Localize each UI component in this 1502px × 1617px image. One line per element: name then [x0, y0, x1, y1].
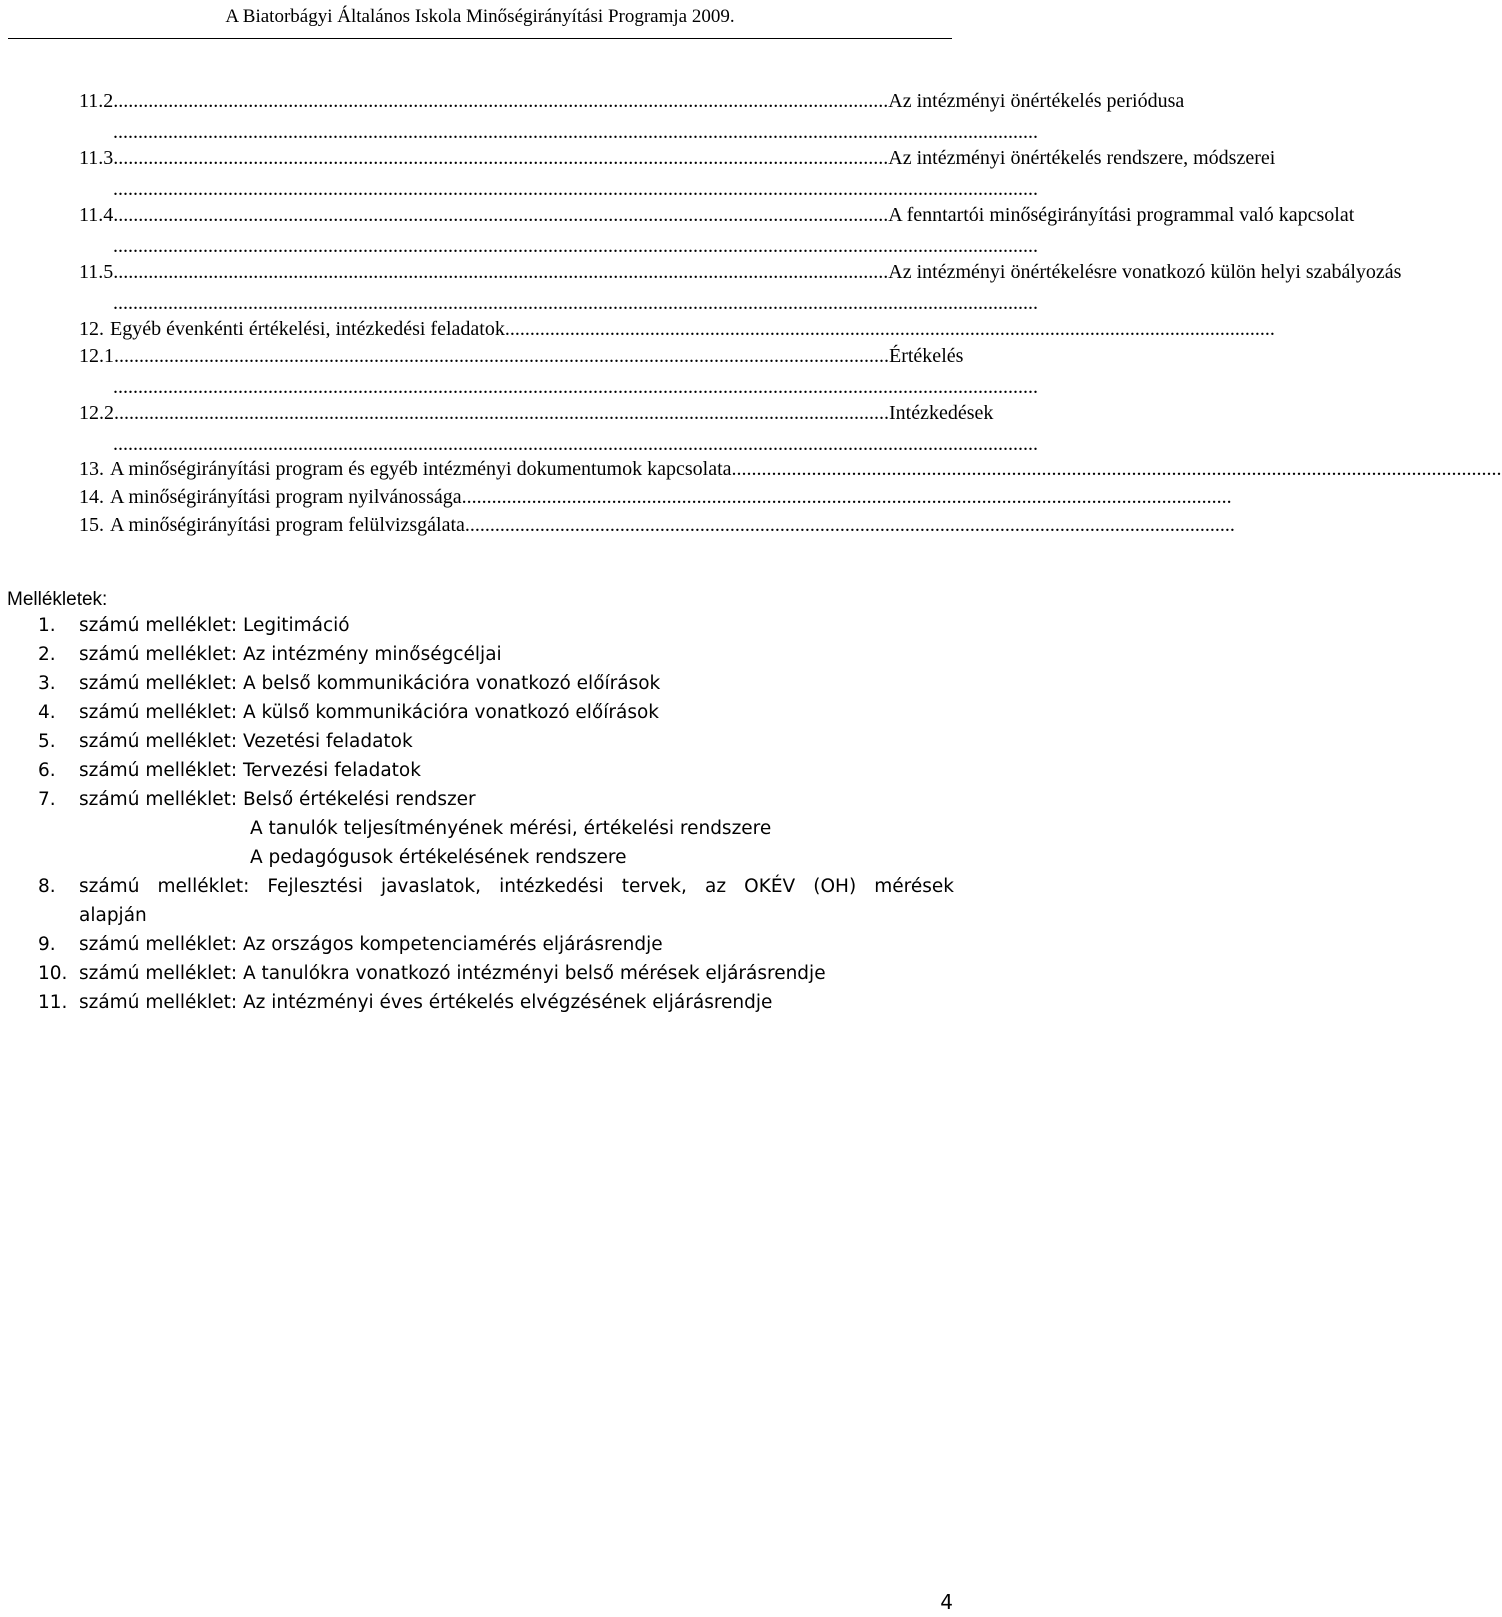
attachment-number: 7.	[38, 789, 56, 810]
toc-entry	[79, 343, 964, 369]
toc-entry	[79, 512, 1235, 538]
attachments-heading: Mellékletek:	[7, 589, 108, 610]
attachment-text: számú melléklet: Az intézményi éves értékelés elvégzésének eljárásrendje	[79, 992, 773, 1013]
leader-dots: ..........................................................................................................................................................	[731, 458, 1502, 480]
toc-title: A minőségirányítási program és egyéb intézményi dokumentumok kapcsolata	[110, 458, 732, 480]
toc-title: A minőségirányítási program nyilvánossága	[110, 486, 462, 508]
attachment-number: 8.	[38, 876, 56, 897]
toc-number: 11.2.	[79, 90, 119, 112]
leader-dots: .........................................................................................................................................................................................	[113, 121, 1038, 143]
toc-number: 11.3.	[79, 147, 119, 169]
toc-title: Az intézményi önértékelés periódusa	[888, 90, 1185, 112]
leader-dots: .........................................................................................................................................................................................	[113, 178, 1038, 200]
attachment-text: számú melléklet: A belső kommunikációra vonatkozó előírások	[79, 673, 661, 694]
leader-dots: .........................................................................................................................................................................................	[113, 433, 1038, 455]
toc-title: A fenntartói minőségirányítási programmal való kapcsolat	[888, 204, 1355, 226]
toc-number: 12.1.	[79, 345, 119, 367]
leader-dots: ..........................................................................................................................................................	[464, 514, 1235, 536]
toc-number: 11.4.	[79, 204, 119, 226]
header-rule	[8, 38, 952, 39]
attachment-text: számú melléklet: Belső értékelési rendszer	[79, 789, 476, 810]
toc-title: Értékelés	[889, 345, 964, 367]
leader-dots: .........................................................................................................................................................................................	[113, 235, 1038, 257]
attachment-number: 6.	[38, 760, 56, 781]
attachment-number: 10.	[38, 963, 68, 984]
attachment-text: számú melléklet: Az országos kompetenciamérés eljárásrendje	[79, 934, 663, 955]
attachment-number: 9.	[38, 934, 56, 955]
attachment-number: 11.	[38, 992, 68, 1013]
toc-number: 13.	[79, 458, 104, 480]
attachment-number: 1.	[38, 615, 56, 636]
leader-dots: .........................................................................................................................................................................................	[113, 376, 1038, 398]
leader-dots: ..........................................................................................................................................................	[504, 318, 1275, 340]
toc-number: 15.	[79, 514, 104, 536]
toc-entry	[79, 88, 1185, 114]
leader-dots: ..........................................................................................................................................................	[118, 147, 889, 169]
attachment-subitem: A pedagógusok értékelésének rendszere	[250, 847, 627, 868]
attachment-number: 2.	[38, 644, 56, 665]
toc-title: Az intézményi önértékelésre vonatkozó külön helyi szabályozás	[888, 261, 1402, 283]
leader-dots: ..........................................................................................................................................................	[118, 261, 889, 283]
attachment-text: számú melléklet: Fejlesztési javaslatok, intézkedési tervek, az OKÉV (OH) mérések	[79, 876, 954, 897]
attachment-subitem: A tanulók teljesítményének mérési, értékelési rendszere	[250, 818, 772, 839]
leader-dots: ..........................................................................................................................................................	[118, 90, 889, 112]
attachment-text: számú melléklet: Legitimáció	[79, 615, 350, 636]
attachment-text: számú melléklet: Tervezési feladatok	[79, 760, 421, 781]
page-number: 4	[940, 1590, 953, 1614]
attachment-text: számú melléklet: Az intézmény minőségcéljai	[79, 644, 502, 665]
attachment-text: számú melléklet: A tanulókra vonatkozó intézményi belső mérések eljárásrendje	[79, 963, 826, 984]
attachment-number: 5.	[38, 731, 56, 752]
running-header: A Biatorbágyi Általános Iskola Minőségirányítási Programja 2009.	[225, 6, 735, 27]
toc-number: 14.	[79, 486, 104, 508]
leader-dots: ..........................................................................................................................................................	[119, 402, 889, 424]
leader-dots: ..........................................................................................................................................................	[461, 486, 1232, 508]
attachment-number: 4.	[38, 702, 56, 723]
toc-title: Egyéb évenkénti értékelési, intézkedési feladatok	[110, 318, 505, 340]
leader-dots: ..........................................................................................................................................................	[118, 204, 889, 226]
attachment-text: számú melléklet: A külső kommunikációra vonatkozó előírások	[79, 702, 660, 723]
toc-entry	[79, 400, 994, 426]
toc-title: Az intézményi önértékelés rendszere, módszerei	[888, 147, 1276, 169]
toc-number: 12.2.	[79, 402, 119, 424]
toc-number: 12.	[79, 318, 104, 340]
toc-title: A minőségirányítási program felülvizsgálata	[110, 514, 465, 536]
attachment-text-continuation: alapján	[79, 905, 147, 926]
toc-entry	[79, 202, 1355, 228]
toc-title: Intézkedések	[889, 402, 994, 424]
toc-entry	[79, 316, 1275, 342]
toc-entry	[79, 259, 1402, 285]
toc-number: 11.5.	[79, 261, 119, 283]
toc-entry	[79, 456, 1502, 482]
leader-dots: ..........................................................................................................................................................	[119, 345, 889, 367]
attachment-number: 3.	[38, 673, 56, 694]
leader-dots: .........................................................................................................................................................................................	[113, 292, 1038, 314]
toc-entry	[79, 484, 1232, 510]
attachment-text: számú melléklet: Vezetési feladatok	[79, 731, 413, 752]
toc-entry	[79, 145, 1276, 171]
